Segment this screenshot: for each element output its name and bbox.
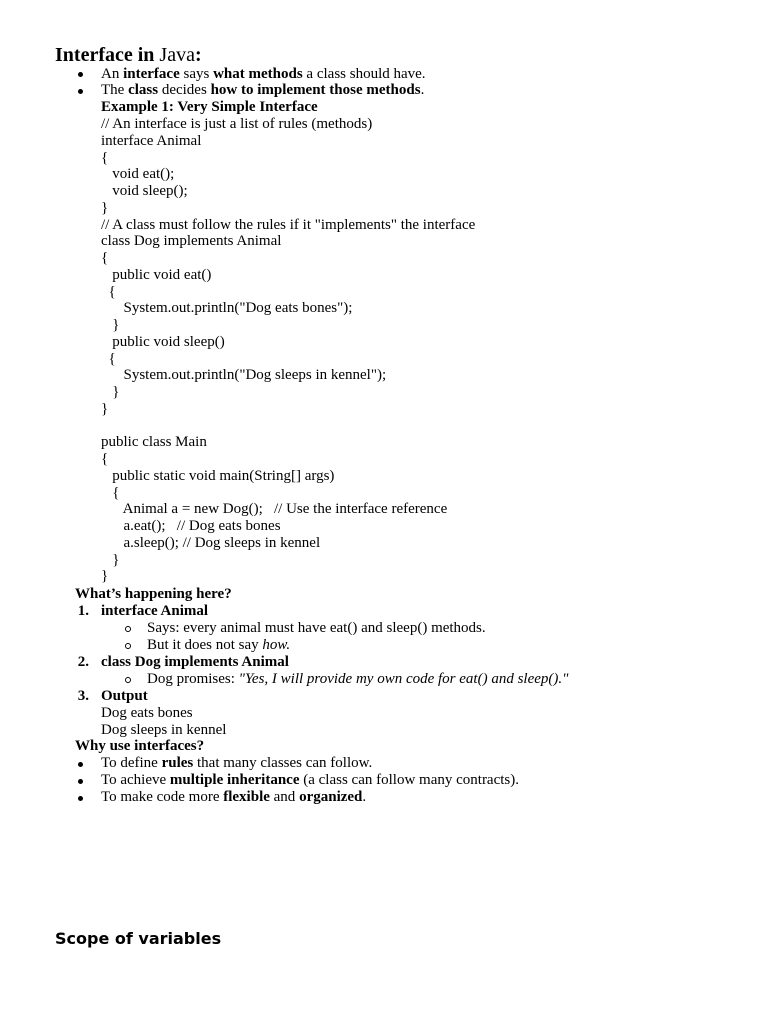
list-number: 2. — [77, 654, 89, 670]
happening-heading: What’s happening here? — [75, 586, 232, 602]
code-line: System.out.println("Dog sleeps in kennel"); — [101, 367, 387, 384]
code-line: } — [101, 384, 120, 400]
section-heading: Scope of variables — [55, 929, 222, 948]
code-line: Animal a = new Dog(); // Use the interface reference — [101, 501, 448, 518]
code-line: interface Animal — [101, 132, 202, 149]
output-line: Dog sleeps in kennel — [101, 722, 227, 738]
bullet-icon — [78, 796, 83, 801]
code-line: } — [101, 317, 120, 333]
circle-bullet-icon — [125, 677, 131, 683]
bullet-icon — [78, 779, 83, 784]
list-item-label: Output — [101, 688, 148, 704]
code-line: // A class must follow the rules if it "implements" the interface — [101, 216, 476, 233]
bullet-icon — [78, 762, 83, 767]
code-line: } — [101, 199, 109, 216]
bullet-icon — [78, 72, 83, 77]
code-line: } — [101, 400, 109, 417]
code-line: } — [101, 568, 109, 585]
code-line: void sleep(); — [101, 183, 188, 199]
list-item-label: class Dog implements Animal — [101, 654, 289, 670]
intro-line-1: An interface says what methods a class should have. — [101, 66, 426, 82]
code-line: void eat(); — [101, 166, 175, 183]
sub-item: Says: every animal must have eat() and sleep() methods. — [147, 620, 486, 636]
list-item-label: interface Animal — [101, 603, 209, 619]
why-item: To define rules that many classes can follow. — [101, 755, 373, 771]
code-line: { — [101, 149, 109, 166]
example-heading: Example 1: Very Simple Interface — [101, 99, 318, 115]
code-line: public void eat() — [101, 266, 212, 283]
why-heading: Why use interfaces? — [75, 738, 205, 754]
circle-bullet-icon — [125, 626, 131, 632]
code-line: { — [101, 484, 120, 501]
code-line: class Dog implements Animal — [101, 233, 282, 250]
code-line: { — [101, 451, 109, 467]
code-line: { — [101, 250, 109, 266]
bullet-icon — [78, 89, 83, 94]
why-item: To achieve multiple inheritance (a class can follow many contracts). — [101, 772, 519, 788]
circle-bullet-icon — [125, 643, 131, 649]
code-line: public class Main — [101, 434, 207, 451]
list-number: 3. — [77, 688, 89, 704]
sub-item: Dog promises: "Yes, I will provide my own code for eat() and sleep()." — [147, 671, 569, 687]
intro-line-2: The class decides how to implement those methods. — [101, 82, 425, 98]
code-line: a.sleep(); // Dog sleeps in kennel — [101, 534, 321, 551]
code-line: System.out.println("Dog eats bones"); — [101, 300, 353, 317]
code-line: { — [101, 350, 116, 367]
page-title: Interface in Java: — [55, 44, 202, 66]
code-line: a.eat(); // Dog eats bones — [101, 518, 281, 534]
why-item: To make code more flexible and organized. — [101, 789, 367, 805]
code-line: public void sleep() — [101, 333, 225, 350]
code-line: } — [101, 551, 120, 568]
code-line: { — [101, 283, 116, 300]
output-line: Dog eats bones — [101, 705, 193, 721]
code-line: // An interface is just a list of rules (methods) — [101, 116, 373, 132]
sub-item: But it does not say how. — [147, 637, 291, 653]
code-line: public static void main(String[] args) — [101, 467, 335, 484]
list-number: 1. — [77, 603, 89, 619]
